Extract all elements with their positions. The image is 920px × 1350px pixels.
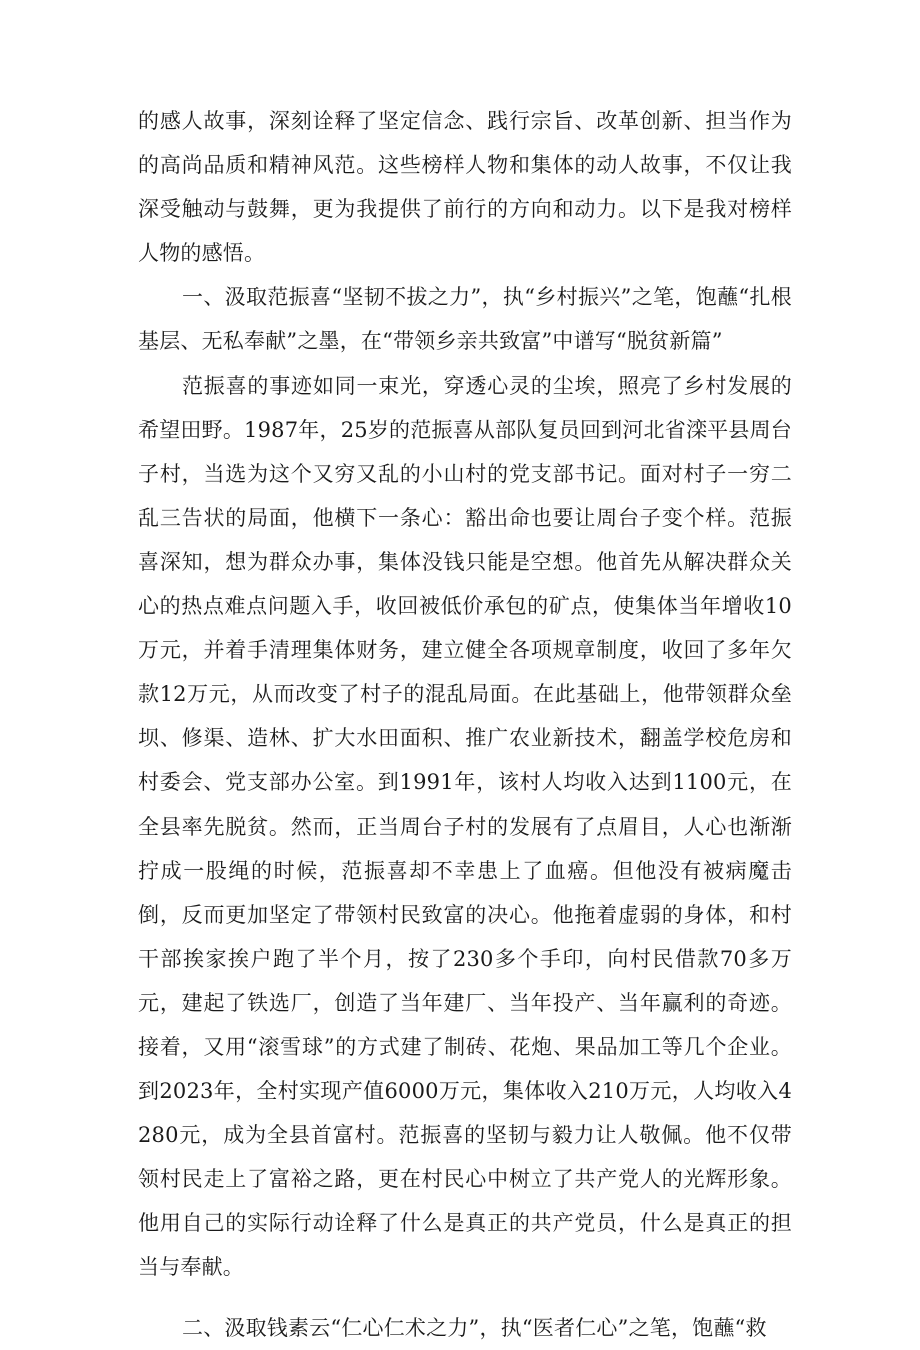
paragraph-intro-continued: 的感人故事，深刻诠释了坚定信念、践行宗旨、改革创新、担当作为的高尚品质和精神风范。这些榜样人物和集体的动人故事，不仅让我深受触动与鼓舞，更为我提供了前行的方向和动力。以下是我对榜样人物的感悟。: [138, 109, 792, 266]
section-heading-2: 二、汲取钱素云“仁心仁术之力”，执“医者仁心”之笔，饱蘸“救: [182, 1315, 767, 1340]
document-body: [138, 99, 792, 1350]
section-heading-1: 一、汲取范振喜“坚韧不拔之力”，执“乡村振兴”之笔，饱蘸“扎根基层、无私奉献”之墨，在“带领乡亲共致富”中谱写“脱贫新篇”: [138, 285, 792, 354]
paragraph-body-1: 范振喜的事迹如同一束光，穿透心灵的尘埃，照亮了乡村发展的希望田野。1987年，25岁的范振喜从部队复员回到河北省滦平县周台子村，当选为这个又穷又乱的小山村的党支部书记。面对村子一穷二乱三告状的局面，他横下一条心：豁出命也要让周台子变个样。范振喜深知，想为群众办事，集体没钱只能是空想。他首先从解决群众关心的热点难点问题入手，收回被低价承包的矿点，使集体当年增收10万元，并着手清理集体财务，建立健全各项规章制度，收回了多年欠款12万元，从而改变了村子的混乱局面。在此基础上，他带领群众垒坝、修渠、造林、扩大水田面积、推广农业新技术，翻盖学校危房和村委会、党支部办公室。到1991年，该村人均收入达到1100元，在全县率先脱贫。然而，正当周台子村的发展有了点眉目，人心也渐渐拧成一股绳的时候，范振喜却不幸患上了血癌。但他没有被病魔击倒，反而更加坚定了带领村民致富的决心。他拖着虚弱的身体，和村干部挨家挨户跑了半个月，按了230多个手印，向村民借款70多万元，建起了铁选厂，创造了当年建厂、当年投产、当年赢利的奇迹。接着，又用“滚雪球”的方式建了制砖、花炮、果品加工等几个企业。到2023年，全村实现产值6000万元，集体收入210万元，人均收入4280元，成为全县首富村。范振喜的坚韧与毅力让人敬佩。他不仅带领村民走上了富裕之路，更在村民心中树立了共产党人的光辉形象。他用自己的实际行动诠释了什么是真正的共产党员，什么是真正的担当与奉献。: [138, 373, 792, 1280]
